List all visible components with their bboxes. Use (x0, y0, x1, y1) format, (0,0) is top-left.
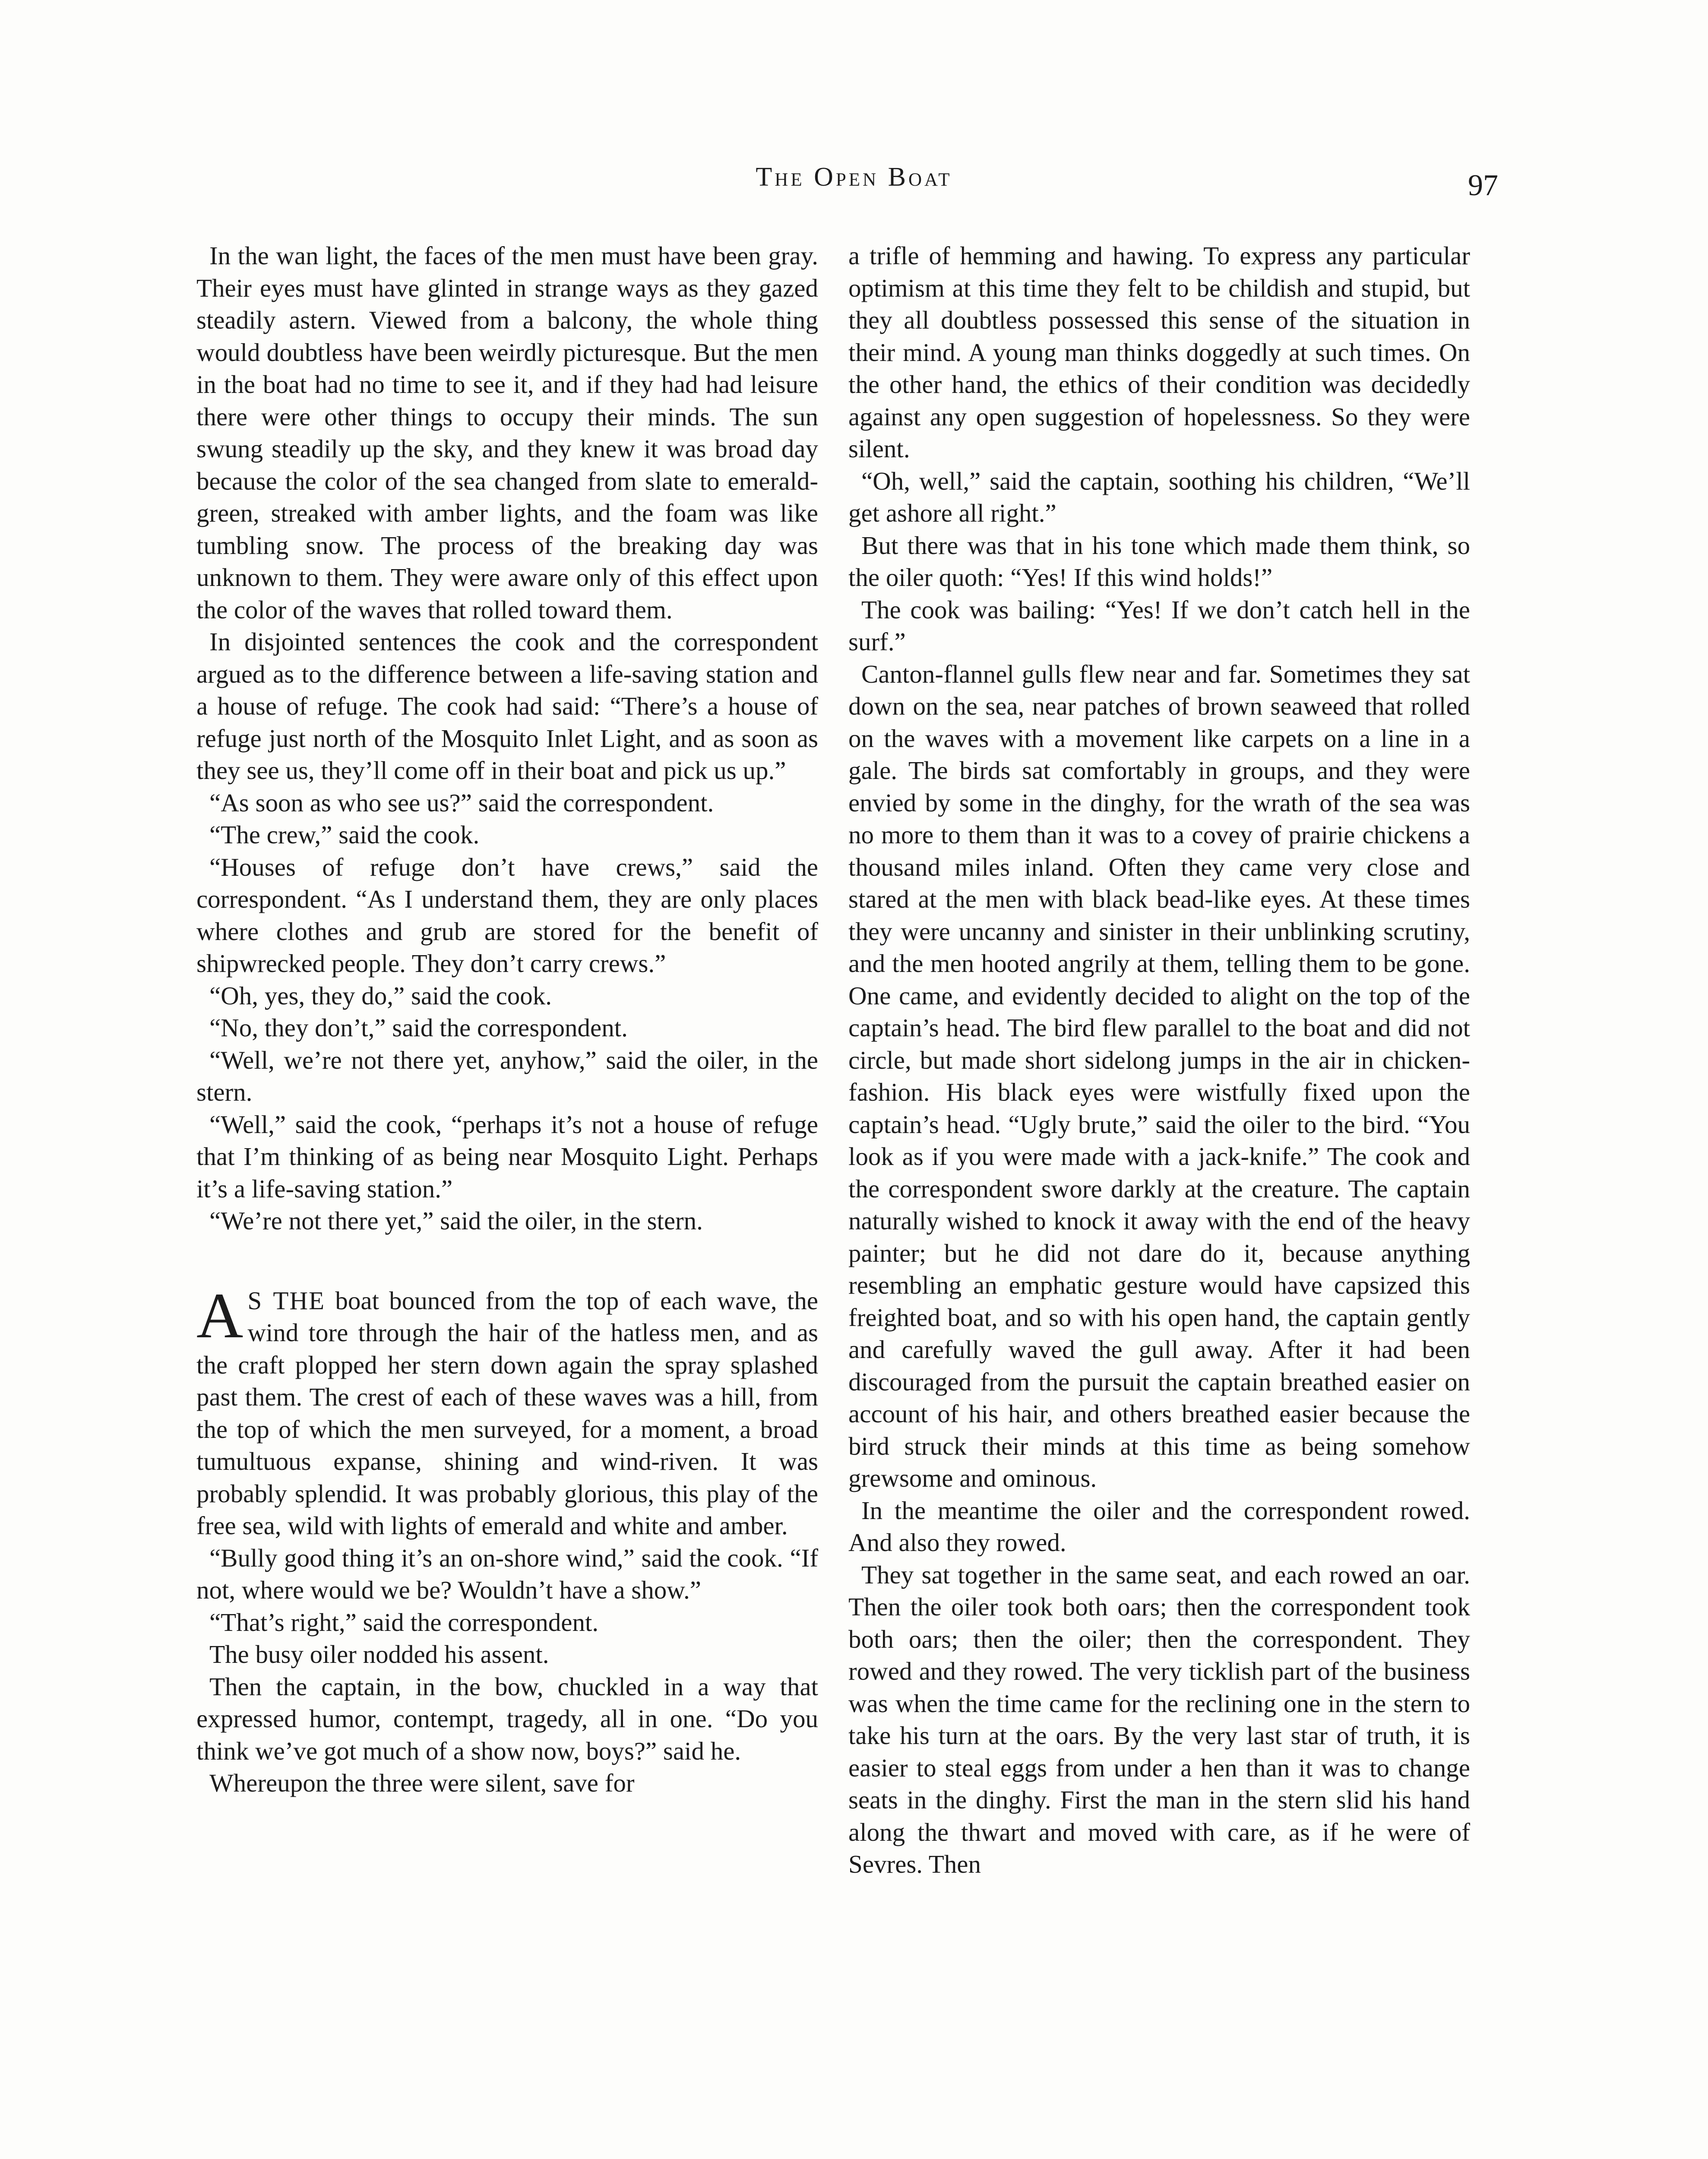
drop-cap: A (196, 1279, 244, 1352)
lead-caps: S THE (247, 1286, 326, 1315)
paragraph-continuation: a trifle of hemming and hawing. To express any particular optimism at this time they felt to be childish and stupid, but they all doubtless possessed this sense of the situation in their mind. A young man thinks doggedly at such times. On the other hand, the ethics of their condition was decidedly against any open suggestion of hopelessness. So they were silent. (848, 241, 1470, 463)
paragraph: Canton-flannel gulls flew near and far. Sometimes they sat down on the sea, near patches of brown seaweed that rolled on the waves with a movement like carpets on a line in a gale. The birds sat comfortably in groups, and they were envied by some in the dinghy, for the wrath of the sea was no more to them than it was to a covey of prairie chickens a thousand miles inland. Often they came very close and stared at the men with black bead-like eyes. At these times they were uncanny and sinister in their unblinking scrutiny, and the men hooted angrily at them, telling them to be gone. One came, and evidently decided to alight on the top of the captain’s head. The bird flew parallel to the boat and did not circle, but made short sidelong jumps in the air in chicken-fashion. His black eyes were wistfully fixed upon the captain’s head. “Ugly brute,” said the oiler to the bird. “You look as if you were made with a jack-knife.” The cook and the correspondent swore darkly at the creature. The captain naturally wished to knock it away with the end of the heavy painter; but he did not dare do it, because anything resembling an emphatic gesture would have capsized this freighted boat, and so with his open hand, the captain gently and carefully waved the gull away. After it had been discouraged from the pursuit the captain breathed easier on account of his hair, and others breathed easier because the bird struck their minds at this time as being somehow grewsome and ominous. (848, 659, 1470, 1492)
paragraph: “Bully good thing it’s an on-shore wind,” said the cook. “If not, where would we be? Wouldn’t have a show.” (196, 1543, 818, 1604)
paragraph: In the wan light, the faces of the men must have been gray. Their eyes must have glinted in strange ways as they gazed steadily astern. Viewed from a balcony, the whole thing would doubtless have been weirdly picturesque. But the men in the boat had no time to see it, and if they had had leisure there were other things to occupy their minds. The sun swung steadily up the sky, and they knew it was broad day because the color of the sea changed from slate to emerald-green, streaked with amber lights, and the foam was like tumbling snow. The process of the breaking day was unknown to them. They were aware only of this effect upon the color of the waves that rolled toward them. (196, 241, 818, 624)
paragraph: “Oh, well,” said the captain, soothing his children, “We’ll get ashore all right.” (848, 466, 1470, 527)
paragraph: In the meantime the oiler and the correspondent rowed. And also they rowed. (848, 1496, 1470, 1557)
paragraph: “No, they don’t,” said the correspondent. (209, 1013, 628, 1042)
paragraph: “That’s right,” said the correspondent. (209, 1608, 599, 1637)
right-column (848, 240, 1470, 1880)
section-opening-paragraph (196, 1279, 818, 1542)
paragraph: “Oh, yes, they do,” said the cook. (209, 981, 552, 1010)
paragraph: They sat together in the same seat, and each rowed an oar. Then the oiler took both oars; then the correspondent took both oars; then the oiler; then the correspondent. They rowed and they rowed. The very ticklish part of the business was when the time came for the reclining one in the stern to take his turn at the oars. By the very last star of truth, it is easier to steal eggs from under a hen than it was to change seats in the dinghy. First the man in the stern slid his hand along the thwart and moved with care, as if he were of Sevres. Then (848, 1560, 1470, 1878)
paragraph: But there was that in his tone which made them think, so the oiler quoth: “Yes! If this wind holds!” (848, 531, 1470, 592)
paragraph: In disjointed sentences the cook and the correspondent argued as to the difference between a life-saving station and a house of refuge. The cook had said: “There’s a house of refuge just north of the Mosquito Inlet Light, and as soon as they see us, they’ll come off in their boat and pick us up.” (196, 627, 818, 785)
running-title: The Open Boat (756, 162, 952, 192)
paragraph-text: boat bounced from the top of each wave, the wind tore through the hair of the hatless men, and as the craft plopped her stern down again the spray splashed past them. The crest of each of these waves was a hill, from the top of which the men surveyed, for a moment, a broad tumultuous expanse, shining and wind-riven. It was probably splendid. It was probably glorious, this play of the free sea, wild with lights of emerald and white and amber. (196, 1286, 818, 1540)
page-number: 97 (1468, 169, 1498, 202)
paragraph: “Well,” said the cook, “perhaps it’s not a house of refuge that I’m thinking of as being near Mosquito Light. Perhaps it’s a life-saving station.” (196, 1110, 818, 1203)
left-column (196, 240, 818, 1799)
section-break (196, 1237, 818, 1285)
paragraph: The cook was bailing: “Yes! If we don’t catch hell in the surf.” (848, 595, 1470, 656)
paragraph: Whereupon the three were silent, save for (209, 1769, 635, 1797)
paragraph: “As soon as who see us?” said the correspondent. (209, 788, 714, 817)
paragraph: “We’re not there yet,” said the oiler, in the stern. (209, 1206, 703, 1235)
paragraph: “Well, we’re not there yet, anyhow,” said the oiler, in the stern. (196, 1045, 818, 1106)
paragraph: The busy oiler nodded his assent. (209, 1640, 549, 1668)
paragraph: “The crew,” said the cook. (209, 820, 480, 849)
paragraph: Then the captain, in the bow, chuckled in a way that expressed humor, contempt, tragedy, all in one. “Do you think we’ve got much of a show now, boys?” said he. (196, 1672, 818, 1765)
paragraph: “Houses of refuge don’t have crews,” said the correspondent. “As I understand them, they are only places where clothes and grub are stored for the benefit of shipwrecked people. They don’t carry crews.” (196, 852, 818, 978)
